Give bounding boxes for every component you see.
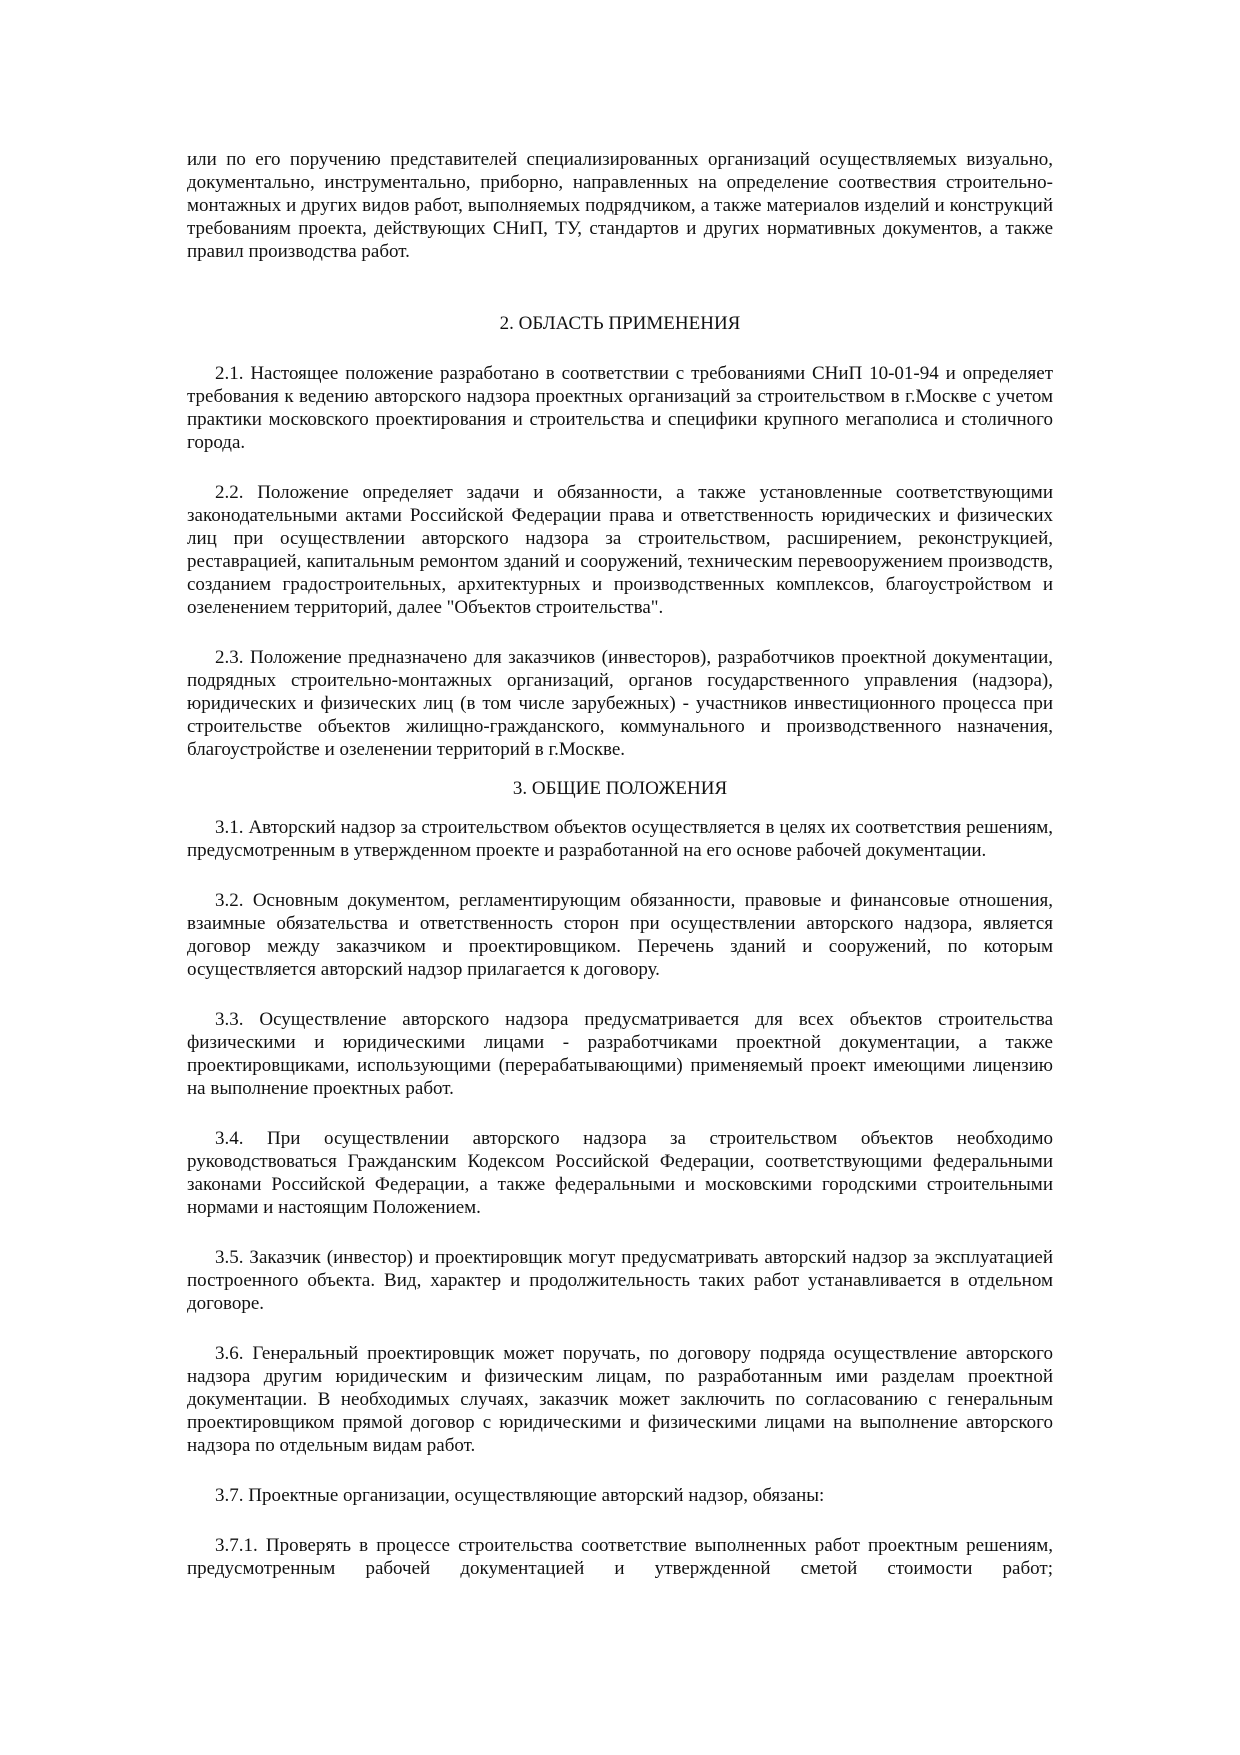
- paragraph-2-2: 2.2. Положение определяет задачи и обязанности, а также установленные соответствующими законодательными актами Российской Федерации права и ответственность юридических и физических лиц при осуществлении авторского надзора за строительством, расширением, реконструкцией, реставрацией, капитальным ремонтом зданий и сооружений, техническим перевооружением производств, созданием градостроительных, архитектурных и производственных комплексов, благоустройством и озеленением территорий, далее "Объектов строительства".: [187, 482, 1053, 618]
- paragraph-3-4: 3.4. При осуществлении авторского надзора за строительством объектов необходимо руководствоваться Гражданским Кодексом Российской Федерации, соответствующими федеральными законами Российской Федерации, а также федеральными и московскими городскими строительными нормами и настоящим Положением.: [187, 1128, 1053, 1218]
- section-3-heading: 3. ОБЩИЕ ПОЛОЖЕНИЯ: [512, 778, 728, 799]
- intro-continuation-paragraph: или по его поручению представителей специализированных организаций осуществляемых визуально, документально, инструментально, приборно, направленных на определение соотвествия строительно-монтажных и других видов работ, выполняемых подрядчиком, а также материалов изделий и конструкций требованиям проекта, действующих СНиП, ТУ, стандартов и других нормативных документов, а также правил производства работ.: [187, 149, 1053, 262]
- paragraph-3-7-1: 3.7.1. Проверять в процессе строительства соответствие выполненных работ проектным решениям, предусмотренным рабочей документацией и утвержденной сметой стоимости работ;: [187, 1535, 1053, 1579]
- paragraph-3-5: 3.5. Заказчик (инвестор) и проектировщик могут предусматривать авторский надзор за эксплуатацией построенного объекта. Вид, характер и продолжительность таких работ устанавливается в отдельном договоре.: [187, 1247, 1053, 1314]
- paragraph-2-1: 2.1. Настоящее положение разработано в соответствии с требованиями СНиП 10-01-94 и определяет требования к ведению авторского надзора проектных организаций за строительством в г.Москве с учетом практики московского проектирования и строительства и специфики крупного мегаполиса и столичного города.: [187, 363, 1053, 453]
- paragraph-2-3: 2.3. Положение предназначено для заказчиков (инвесторов), разработчиков проектной документации, подрядных строительно-монтажных организаций, органов государственного управления (надзора), юридических и физических лиц (в том числе зарубежных) - участников инвестиционного процесса при строительстве объектов жилищно-гражданского, коммунального и производственного назначения, благоустройстве и озеленении территорий в г.Москве.: [187, 647, 1053, 760]
- section-2-heading: 2. ОБЛАСТЬ ПРИМЕНЕНИЯ: [499, 313, 741, 334]
- paragraph-3-3: 3.3. Осуществление авторского надзора предусматривается для всех объектов строительства физическими и юридическими лицами - разработчиками проектной документации, а также проектировщиками, использующими (перерабатывающими) применяемый проект имеющими лицензию на выполнение проектных работ.: [187, 1009, 1053, 1099]
- paragraph-3-6: 3.6. Генеральный проектировщик может поручать, по договору подряда осуществление авторского надзора другим юридическим и физическим лицам, по разработанным ими разделам проектной документации. В необходимых случаях, заказчик может заключить по согласованию с генеральным проектировщиком прямой договор с юридическими и физическими лицами на выполнение авторского надзора по отдельным видам работ.: [187, 1343, 1053, 1456]
- paragraph-3-2: 3.2. Основным документом, регламентирующим обязанности, правовые и финансовые отношения, взаимные обязательства и ответственность сторон при осуществлении авторского надзора, является договор между заказчиком и проектировщиком. Перечень зданий и сооружений, по которым осуществляется авторский надзор прилагается к договору.: [187, 890, 1053, 980]
- paragraph-3-1: 3.1. Авторский надзор за строительством объектов осуществляется в целях их соответствия решениям, предусмотренным в утвержденном проекте и разработанной на его основе рабочей документации.: [187, 817, 1053, 861]
- document-page: [187, 148, 1053, 1580]
- paragraph-3-7: 3.7. Проектные организации, осуществляющие авторский надзор, обязаны:: [215, 1485, 825, 1506]
